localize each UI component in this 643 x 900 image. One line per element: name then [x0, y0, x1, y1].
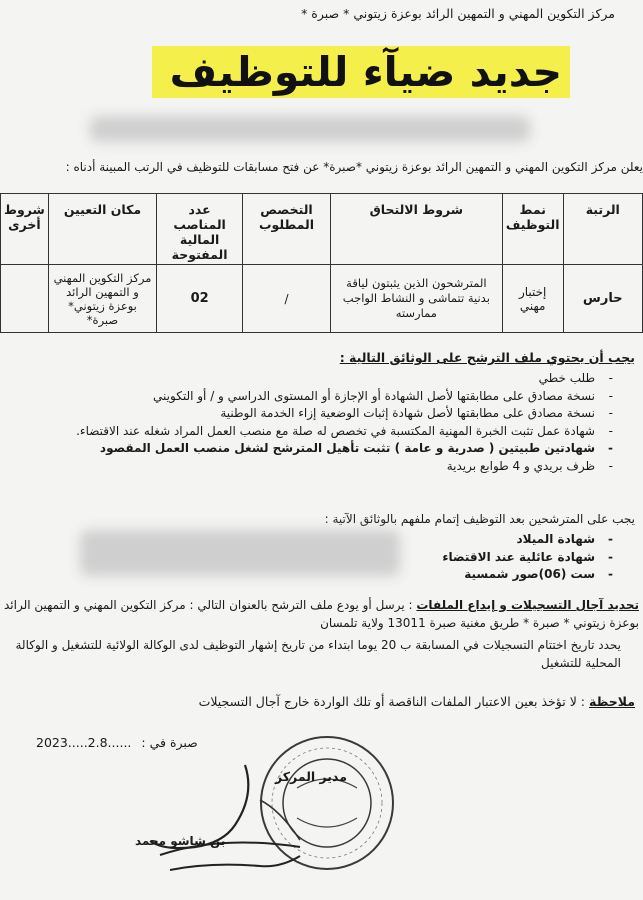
list-item: - شهادة عائلية عند الاقتضاء: [6, 549, 635, 567]
banner-title: جديد ضيآء للتوظيف: [169, 48, 562, 96]
cell-positions: 02: [157, 265, 243, 333]
list-item: - شهادتين طبيتين ( صدرية و عامة ) تثبت تأهيل المترشح لشغل منصب العمل المقصود: [6, 440, 635, 458]
table-row: [1, 265, 643, 333]
positions-table: [0, 193, 643, 333]
deadline-section: [4, 596, 639, 672]
blurred-area: [90, 116, 530, 142]
list-item: - ظرف بريدي و 4 طوابع بريدية: [6, 458, 635, 476]
organization-header: مركز التكوين المهني و التمهين الرائد بوعزة زيتوني * صبرة *: [301, 6, 615, 21]
intro-text: يعلن مركز التكوين المهني و التمهين الرائد بوعزة زيتوني *صبرة* عن فتح مسابقات للتوظيف في الرتب المبينة أدناه :: [65, 160, 643, 174]
signature-icon: [140, 760, 320, 880]
date-line: [36, 735, 198, 750]
cell-mode: إختبار مهني: [502, 265, 563, 333]
header-other: شروط أخرى: [1, 194, 49, 265]
header-place: مكان التعيين: [48, 194, 156, 265]
title-banner: [152, 46, 570, 98]
cell-conditions: المترشحون الذين يثبتون لياقة بدنية تتماشى و النشاط الواجب ممارسته: [330, 265, 502, 333]
list-item: - نسخة مصادق على مطابقتها لأصل شهادة إثبات الوضعية إزاء الخدمة الوطنية: [6, 405, 635, 423]
deadline-label: تحديد آجال التسجيلات و إيداع الملفات: [416, 598, 639, 612]
list-item: - شهادة عمل تثبت الخبرة المهنية المكتسبة في تخصص له صلة مع منصب العمل المراد شغله عند الاقتضاء.: [6, 423, 635, 441]
list-item: - ست (06)صور شمسية: [6, 566, 635, 584]
cell-other: [1, 265, 49, 333]
after-docs-title: يجب على المترشحين بعد التوظيف إتمام ملفهم بالوثائق الآتية :: [324, 512, 635, 526]
director-title: مدير المركز: [275, 769, 347, 784]
cell-place: مركز التكوين المهني و التمهين الرائد بوعزة زيتوني* صبرة*: [48, 265, 156, 333]
date-place: صبرة في :: [141, 735, 198, 750]
cell-rank: حارس: [563, 265, 642, 333]
note: [199, 694, 635, 709]
list-item: - نسخة مصادق على مطابقتها لأصل الشهادة أو الإجازة أو المستوى الدراسي و / أو التكويني: [6, 388, 635, 406]
note-label: ملاحظة: [589, 694, 635, 709]
cell-specialty: /: [243, 265, 331, 333]
deadline-text: : يرسل أو يودع ملف الترشح بالعنوان التالي : مركز التكوين المهني و التمهين الرائد بوعزة زيتوني * صبرة * طريق مغنية صبرة 13011 ولاية تلمسان: [4, 598, 639, 630]
note-text: : لا تؤخذ بعين الاعتبار الملفات الناقصة أو تلك الواردة خارج آجال التسجيلات: [198, 694, 586, 709]
header-mode: نمط التوظيف: [502, 194, 563, 265]
docs-title: يجب أن يحتوي ملف الترشح على الوثائق التالية :: [339, 350, 635, 365]
list-item: - طلب خطي: [6, 370, 635, 388]
date-value: 2023.....2.8......: [36, 735, 132, 750]
signatory-name: بن شاشو محمد: [135, 834, 226, 848]
table-header-row: [1, 194, 643, 265]
header-specialty: التخصص المطلوب: [243, 194, 331, 265]
list-item: - شهادة الميلاد: [6, 531, 635, 549]
after-docs-list: [6, 531, 635, 584]
deadline-line2: يحدد تاريخ اختتام التسجيلات في المسابقة ب 20 يوما ابتداء من تاريخ إشهار التوظيف لدى الوكالة الولائية للتشغيل و الوكالة المحلية للتشغيل: [15, 638, 621, 670]
header-rank: الرتبة: [563, 194, 642, 265]
header-positions: عدد المناصب المالية المفتوحة: [157, 194, 243, 265]
header-conditions: شروط الالتحاق: [330, 194, 502, 265]
docs-list: [6, 370, 635, 475]
